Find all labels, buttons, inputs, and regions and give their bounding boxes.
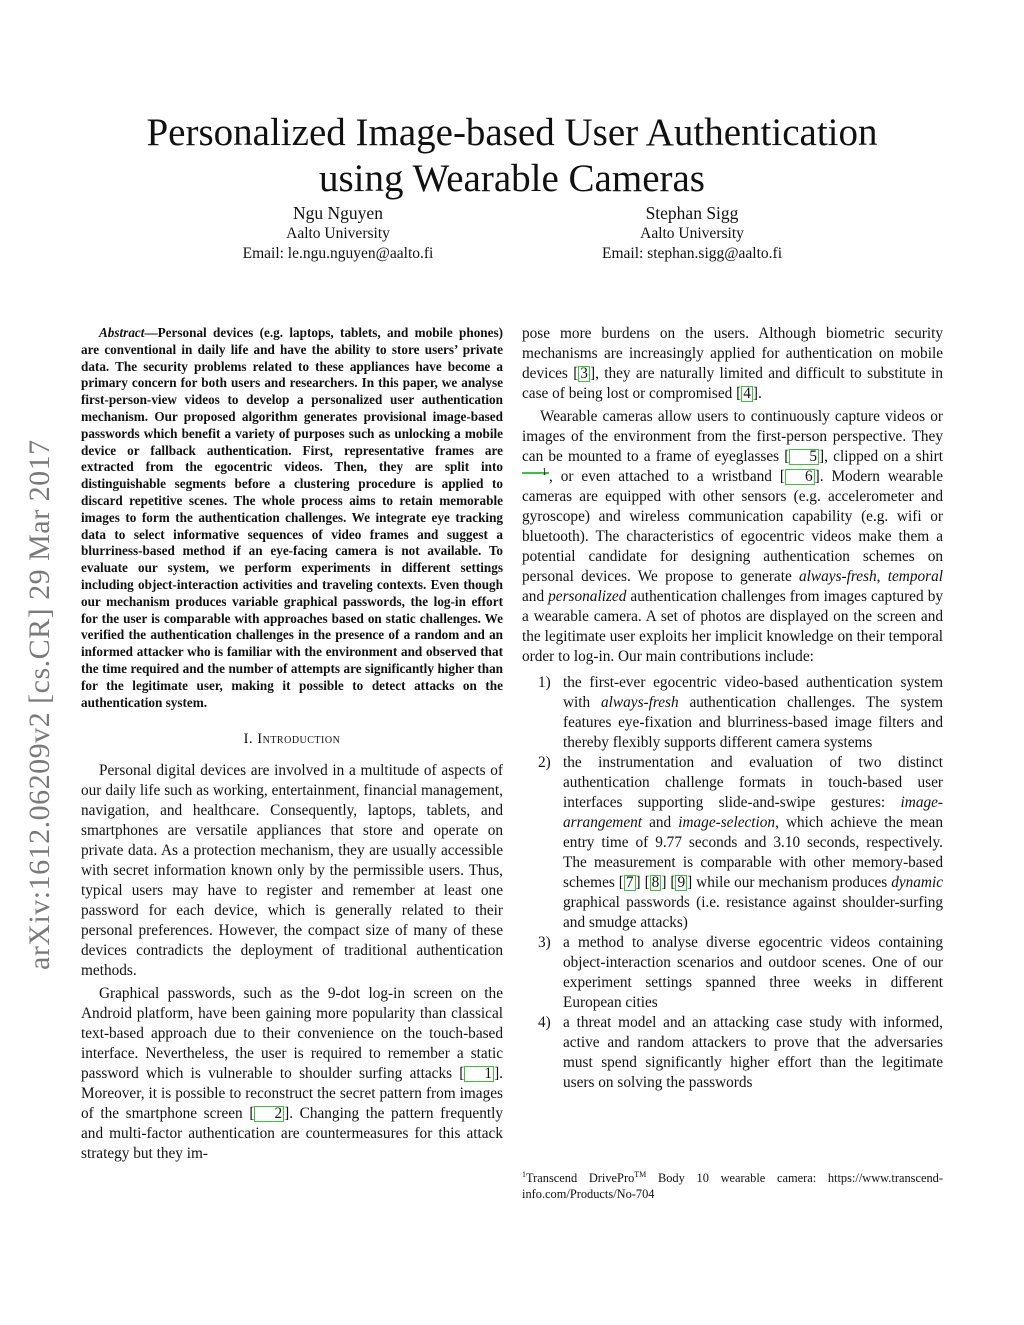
emphasis: always-fresh [601,694,679,711]
contributions-list [522,673,943,1093]
citation-link[interactable]: 1 [464,1066,494,1082]
text-span: , which achieve the mean entry time of 9.77 seconds and 3.10 seconds, respectively. The measurement is comparable with other memory-based schemes [563,814,943,891]
list-number: 4) [538,1014,551,1031]
text-span: Wearable cameras allow users to continuously capture videos or images of the environment from the first-person perspective. They can be mounted to a frame of eyeglasses [522,408,943,465]
abstract-dash: — [144,325,158,340]
citation-link[interactable]: 7 [625,874,634,891]
citation-link[interactable]: 9 [677,874,686,891]
title-line-2: using Wearable Cameras [318,157,705,201]
footnote-link[interactable]: 1 [522,472,549,474]
author-name: Ngu Nguyen [293,203,383,223]
author-affiliation: Aalto University [640,225,744,242]
list-item [522,933,943,1013]
list-number: 1) [538,674,551,691]
abstract [81,325,503,711]
text-span: the instrumentation and evaluation of two distinct authentication challenge formats in touch-based user interfaces supporting slide-and-swipe gestures: [563,754,943,811]
emphasis: personalized [548,588,627,605]
intro-paragraph-2: Graphical passwords, such as the 9-dot log-in screen on the Android platform, have been gaining more popularity than classical text-based approach due to their convenience on the touch-based interface. Nevertheless, the user is required to remember a static password which is vulnerable to shoulder surfing attacks [ 1 ]. Moreover, it is possible to reconstruct the secret pattern from images of the smartphone screen [ 2 ]. Changing the pattern frequently and multi-factor authentication are countermeasures for this attack strategy but they im- [81,985,503,1163]
text-span: authentication challenges from images captured by a wearable camera. A set of photos are displayed on the screen and the legitimate user exploits her implicit knowledge on their temporal order to log-in. Our main contributions include: [522,588,943,665]
author-affiliation: Aalto University [286,225,390,242]
citation-link[interactable]: 4 [743,385,751,402]
citation-link[interactable]: 8 [651,874,660,891]
section-title: Introduction [257,731,341,748]
text-span: graphical passwords (i.e. resistance against shoulder-surfing and smudge attacks) [563,894,943,931]
emphasis: image-selection [678,814,776,831]
author-email[interactable]: Email: stephan.sigg@aalto.fi [602,245,782,262]
citation-link[interactable]: 3 [580,365,588,382]
text-span: , clipped on a shirt [824,448,943,465]
text-span: the first-ever egocentric video-based authentication system with [563,674,943,711]
paper-title [100,110,924,202]
citation-link[interactable]: 5 [789,449,819,465]
text-span: , they are naturally limited and difficult to substitute in case of being lost or compromised [522,365,943,402]
abstract-text: Personal devices (e.g. laptops, tablets, and mobile phones) are conventional in daily life and have the ability to store users’ private data. The security problems related to these appliances have become a primary concern for both users and researchers. In this paper, we analyse first-person-view videos to develop a personalized user authentication mechanism. Our proposed algorithm generates provisional image-based passwords which benefit a variety of purposes such as unlocking a mobile device or fallback authentication. First, representative frames are extracted from the egocentric videos. Then, they are split into distinguishable segments before a clustering procedure is applied to discard repetitive scenes. The whole process aims to retain memorable images to form the authentication challenges. We integrate eye tracking data to select informative sequences of video frames and suggest a blurriness-based method if an eye-facing camera is not available. To evaluate our system, we perform experiments in different settings including object-interaction activities and traveling contexts. Even though our mechanism produces variable graphical passwords, the log-in effort for the user is comparable with approaches based on static challenges. We verified the authentication challenges in the presence of a random and an informed attacker who is familiar with the environment and observed that the time required and the number of attempts are significantly higher than for the legitimate user, making it possible to detect attacks on the authentication system. [81,325,503,710]
trademark-mark: TM [634,1169,647,1179]
list-item [522,1013,943,1093]
emphasis: temporal [887,568,944,585]
emphasis: dynamic [891,874,944,891]
author-name: Stephan Sigg [645,203,739,223]
section-heading-introduction [81,731,503,748]
text-span: and [642,814,679,831]
text-span: . Modern wearable cameras are equipped with other sensors (e.g. accelerometer and gyroscope) and wireless communication capability (e.g. wifi or bluetooth). The characteristics of egocentric videos make them a potential candidate for designing authentication schemes on personal devices. We propose to generate [522,468,943,585]
list-item [522,673,943,753]
author-block-2 [512,202,872,264]
list-number: 3) [538,934,551,951]
citation-link[interactable]: 6 [785,469,815,485]
right-paragraph-1: pose more burdens on the users. Although biometric security mechanisms are increasingly applied for authentication on mobile devices [ 3 ], they are naturally limited and difficult to substitute in case of being lost or compromised [ 4 ]. [522,325,943,402]
list-item: 2) the instrumentation and evaluation of two distinct authentication challenge formats in touch-based user interfaces supporting slide-and-swipe gestures: image-arrangement and image-selection, which achieve the mean entry time of 9.77 seconds and 3.10 seconds, respectively. The measurement is comparable with other memory-based schemes [ 7 ] [ 8 ] [ 9 ] while our mechanism produces dynamic graphical passwords (i.e. resistance against shoulder-surfing and smudge attacks) [538,754,944,931]
left-column [81,325,503,1164]
emphasis: always-fresh [799,568,877,585]
footnote-url-text[interactable]: Body 10 wearable camera: https://www.transcend-info.com/Products/No-704 [522,1171,944,1201]
text-span: and [522,588,549,605]
text-span: . Moreover, it is possible to reconstruct the secret pattern from images of the smartphone screen [81,1065,503,1123]
arxiv-identifier-stamp[interactable]: arXiv:1612.06209v2 [cs.CR] 29 Mar 2017 [23,439,56,970]
text-span: Transcend DrivePro [526,1171,635,1185]
right-paragraph-2: Wearable cameras allow users to continuously capture videos or images of the environment from the first-person perspective. They can be mounted to a frame of eyeglasses [ 5 ], clipped on a shirt 1 , or even attached to a wristband [ 6 ]. Modern wearable cameras are equipped with other sensors (e.g. accelerometer and gyroscope) and wireless communication capability (e.g. wifi or bluetooth). The characteristics of egocentric videos make them a potential candidate for designing authentication schemes on personal devices. We propose to generate always-fresh, temporal and personalized authentication challenges from images captured by a wearable camera. A set of photos are displayed on the screen and the legitimate user exploits her implicit knowledge on their temporal order to log-in. Our main contributions include: [522,408,944,665]
title-line-1: Personalized Image-based User Authentication [146,111,878,155]
text-span: a method to analyse diverse egocentric videos containing object-interaction scenarios and outdoor scenes. One of our experiment settings spanned three weeks in different European cities [563,934,943,1011]
author-block-1 [158,202,518,264]
text-span: while our mechanism produces [692,874,892,891]
text-span: authentication challenges. The system features eye-fixation and blurriness-based image filters and thereby flexibly supports different camera systems [563,694,943,751]
section-numeral: I. [243,731,254,748]
text-span: , or even attached to a wristband [549,468,780,485]
list-number: 2) [538,754,551,771]
text-span: pose more burdens on the users. Although biometric security mechanisms are increasingly applied for authentication on mobile devices [522,325,943,382]
intro-paragraph-1: Personal digital devices are involved in a multitude of aspects of our daily life such as working, entertainment, financial management, navigation, and healthcare. Consequently, laptops, tablets, and smartphones are versatile appliances that store and operate on private data. As a protection mechanism, they are usually accessible with secret information known only by the permissible users. Thus, typical users may have to register and remember at least one password for each device, which is generally related to their personal preferences. However, the compact size of many of these devices contradicts the deployment of traditional authentication methods. [81,762,503,980]
text-span: , [876,568,888,585]
footnote-mark: 1 [522,1169,526,1179]
text-span: a threat model and an attacking case study with informed, active and random attackers to prove that the adversaries must spend significantly higher effort than the legitimate users on solving the passwords [563,1014,943,1091]
footnote [522,1170,943,1202]
text-span: . Changing the pattern frequently and multi-factor authentication are countermeasures for this attack strategy but they im- [81,1105,503,1163]
text-span: . [757,385,762,402]
author-email[interactable]: Email: le.ngu.nguyen@aalto.fi [242,245,434,262]
citation-link[interactable]: 2 [254,1106,284,1122]
abstract-label: Abstract [99,325,145,340]
right-column [522,324,943,1093]
text-span: Graphical passwords, such as the 9-dot log-in screen on the Android platform, have been gaining more popularity than classical text-based approach due to their convenience on the touch-based interface. Nevertheless, the user is required to remember a static password which is vulnerable to shoulder surfing attacks [81,985,503,1083]
emphasis: image-arrangement [563,794,943,831]
